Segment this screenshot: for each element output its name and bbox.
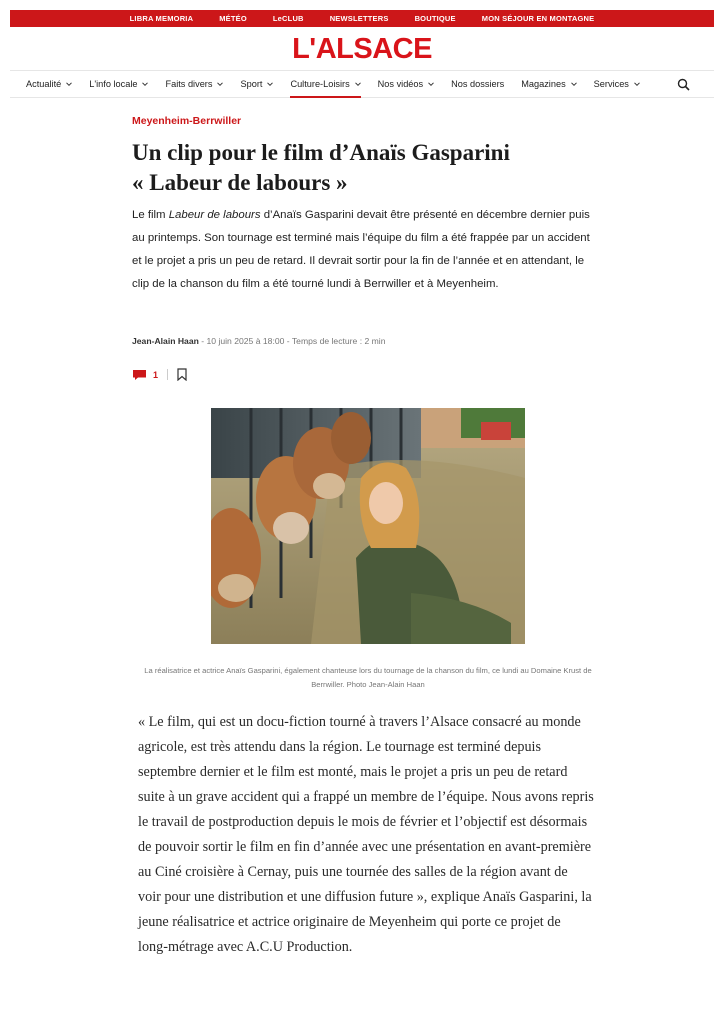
nav-item-nos-dossiers[interactable] — [451, 71, 504, 97]
chevron-down-icon — [428, 81, 434, 87]
article-byline — [132, 336, 386, 346]
chevron-down-icon — [267, 81, 273, 87]
chevron-down-icon — [571, 81, 577, 87]
article-body: « Le film, qui est un docu-fiction tourné à travers l’Alsace consacré au monde agricole, est très attendu dans la région. Le tournage est terminé depuis septembre dernier et le film est monté, mais le projet a pris un peu de retard suite à un grave accident qui a frappé un membre de l’équipe. Nous avons repris le travail de postproduction depuis le mois de février et l’objectif est désormais de pouvoir sortir le film en fin d’année avec une présentation en avant-première au Ciné croisière à Cernay, puis une tournée des salles de la région avant de voir pour une distribution et une diffusion future », explique Anaïs Gasparini, la jeune réalisatrice et actrice originaire de Meyenheim qui porte ce projet de long-métrage avec A.C.U Production. — [138, 714, 594, 955]
article-title — [132, 138, 602, 198]
nav-item-magazines[interactable] — [521, 71, 576, 97]
nav-item-services[interactable] — [594, 71, 640, 97]
nav-item-faits-divers[interactable] — [165, 71, 223, 97]
chevron-down-icon — [217, 81, 223, 87]
nav-label: L'info locale — [89, 79, 138, 89]
lead-film-title: Labeur de labours — [168, 209, 261, 221]
nav-label: Services — [593, 79, 629, 89]
chevron-down-icon — [355, 81, 361, 87]
article-actions — [132, 368, 187, 381]
topbar-link-sejour-montagne[interactable]: MON SÉJOUR EN MONTAGNE — [481, 14, 595, 23]
title-line-2: « Labeur de labours » — [132, 170, 348, 195]
comment-count[interactable]: 1 — [153, 369, 159, 380]
publish-info: - 10 juin 2025 à 18:00 - Temps de lecture : 2 min — [198, 336, 386, 346]
nav-label: Actualité — [26, 79, 62, 89]
divider — [167, 369, 168, 380]
photo-caption: La réalisatrice et actrice Anaïs Gasparini, également chanteuse lors du tournage de la chanson du film, ce lundi au Domaine Krust de Berrwiller. Photo Jean-Alain Haan — [144, 666, 592, 689]
nav-item-actualite[interactable] — [26, 71, 72, 97]
topbar-link-leclub[interactable]: LeCLUB — [272, 14, 304, 23]
photo-image — [211, 408, 525, 644]
nav-item-culture-loisirs[interactable] — [290, 71, 360, 97]
nav-label: Culture-Loisirs — [290, 79, 350, 89]
topbar-link-boutique[interactable]: BOUTIQUE — [414, 14, 456, 23]
logo-text[interactable]: L'ALSACE — [292, 33, 432, 65]
nav-label: Magazines — [521, 79, 566, 89]
nav-item-sport[interactable] — [240, 71, 273, 97]
top-utility-bar — [10, 10, 714, 27]
comment-icon[interactable] — [132, 369, 147, 381]
topbar-link-meteo[interactable]: MÉTÉO — [219, 14, 247, 23]
title-line-1: Un clip pour le film d’Anaïs Gasparini — [132, 140, 510, 165]
search-icon[interactable] — [677, 78, 690, 91]
author-name[interactable]: Jean-Alain Haan — [132, 336, 199, 346]
topbar-link-newsletters[interactable]: NEWSLETTERS — [329, 14, 389, 23]
nav-label: Nos vidéos — [377, 79, 424, 89]
nav-item-info-locale[interactable] — [89, 71, 148, 97]
topbar-link-libra-memoria[interactable]: LIBRA MEMORIA — [129, 14, 194, 23]
site-logo[interactable] — [0, 33, 724, 66]
nav-label: Faits divers — [165, 79, 213, 89]
nav-item-nos-videos[interactable] — [378, 71, 434, 97]
chevron-down-icon — [66, 81, 72, 87]
nav-label: Sport — [240, 79, 263, 89]
main-navigation — [10, 70, 714, 98]
article-lead — [132, 204, 594, 296]
nav-label: Nos dossiers — [451, 79, 505, 89]
lead-prefix: Le film — [132, 209, 169, 221]
article-photo[interactable] — [211, 408, 525, 644]
chevron-down-icon — [142, 81, 148, 87]
lead-text: d’Anaïs Gasparini devait être présenté en décembre dernier puis au printemps. Son tournage est terminé mais l’équipe du film a été frappée par un accident et le projet a pris un peu de retard. Il devrait sortir pour la fin de l’année et en attendant, le clip de la chanson du film a été tourné lundi à Berrwiller et à Meyenheim. — [132, 209, 590, 290]
chevron-down-icon — [634, 81, 640, 87]
article-kicker[interactable]: Meyenheim-Berrwiller — [132, 115, 242, 127]
bookmark-icon[interactable] — [177, 368, 187, 381]
